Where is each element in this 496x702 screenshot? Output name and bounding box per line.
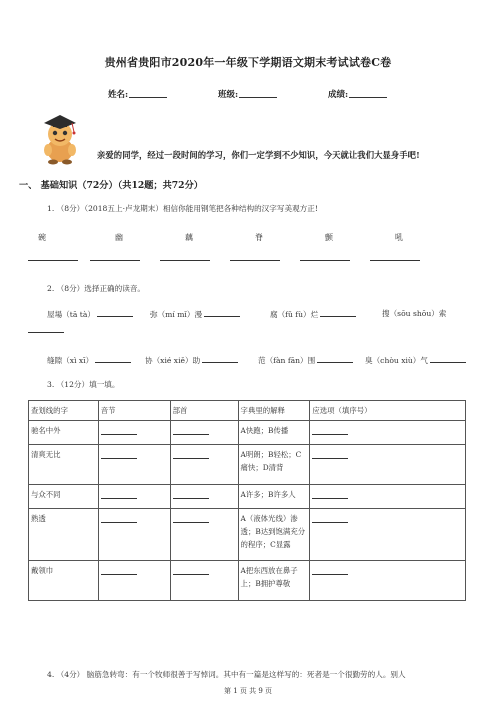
q2-item: 协（xié xiě）助 xyxy=(145,354,238,366)
page-title: 贵州省贵阳市2020年一年级下学期语文期末考试试卷C卷 xyxy=(104,56,392,69)
table-cell-radical[interactable] xyxy=(170,561,238,601)
score-field xyxy=(328,88,387,100)
q1-answer-line[interactable] xyxy=(370,260,420,261)
table-row xyxy=(29,561,466,601)
table-cell-explain: A（液体光线）渗透；B达到饱满充分的程序；C显露 xyxy=(238,509,310,561)
table-cell-word: 与众不同 xyxy=(29,485,99,509)
table-row xyxy=(29,445,466,485)
q2-blank[interactable] xyxy=(95,354,131,363)
table-row xyxy=(29,485,466,509)
table-row xyxy=(29,421,466,445)
table-cell-answer[interactable] xyxy=(310,509,466,561)
score-label: 成绩: xyxy=(328,90,349,100)
q2-blank[interactable] xyxy=(202,354,238,363)
q2-blank[interactable] xyxy=(28,332,64,333)
class-label: 班级: xyxy=(218,90,239,100)
q1-answer-line[interactable] xyxy=(90,260,140,261)
table-cell-word: 熟透 xyxy=(29,509,99,561)
q2-item: 缝隙（xì xī） xyxy=(47,354,131,366)
table-cell-explain: A快跑；B传播 xyxy=(238,421,310,445)
q1-answer-line[interactable] xyxy=(160,260,210,261)
q2-blank[interactable] xyxy=(430,354,466,363)
name-field xyxy=(108,88,167,100)
q2-item: 腐（fǔ fù）烂 xyxy=(270,308,356,320)
table-cell-explain: A许多；B许多人 xyxy=(238,485,310,509)
table-header: 字典里的解释 xyxy=(238,401,310,421)
table-header: 音节 xyxy=(98,401,170,421)
q2-item: 弥（mí mǐ）漫 xyxy=(150,308,240,320)
q1-char-4: 脊 xyxy=(255,233,263,242)
table-cell-pinyin[interactable] xyxy=(98,445,170,485)
table-cell-answer[interactable] xyxy=(310,561,466,601)
section-1-heading: 一、 基础知识（72分）（共12题；共72分） xyxy=(19,180,203,191)
table-cell-pinyin[interactable] xyxy=(98,561,170,601)
table-cell-answer[interactable] xyxy=(310,421,466,445)
q2-blank[interactable] xyxy=(204,308,240,317)
class-blank[interactable] xyxy=(239,89,277,98)
table-header: 应选项（填序号） xyxy=(310,401,466,421)
q1-char-3: 藕 xyxy=(185,233,193,242)
q1-char-1: 碗 xyxy=(38,233,46,242)
table-cell-explain: A明朗；B轻松；C痛快；D清背 xyxy=(238,445,310,485)
q1-char-6: 吼 xyxy=(395,233,403,242)
mascot-illustration xyxy=(32,110,88,166)
table-cell-pinyin[interactable] xyxy=(98,421,170,445)
q1-char-5: 颤 xyxy=(325,233,333,242)
question-1-text: 1. （8分）（2018五上·卢龙期末）相信你能用钢笔把各种结构的汉字写美观方正! xyxy=(47,204,318,213)
q1-char-2: 幽 xyxy=(115,233,123,242)
table-cell-answer[interactable] xyxy=(310,445,466,485)
q3-table xyxy=(28,400,466,601)
q1-answer-line[interactable] xyxy=(300,260,350,261)
score-blank[interactable] xyxy=(349,89,387,98)
q2-item: 搜（sōu shōu）索 xyxy=(382,309,447,318)
q2-blank[interactable] xyxy=(320,308,356,317)
class-field xyxy=(218,88,277,100)
intro-text: 亲爱的同学，经过一段时间的学习，你们一定学到不少知识，今天就让我们大显身手吧! xyxy=(97,150,420,160)
table-cell-pinyin[interactable] xyxy=(98,509,170,561)
table-cell-word: 驰名中外 xyxy=(29,421,99,445)
page-footer: 第 1 页 共 9 页 xyxy=(223,687,273,695)
table-row xyxy=(29,509,466,561)
table-cell-pinyin[interactable] xyxy=(98,485,170,509)
q2-blank[interactable] xyxy=(97,308,133,317)
table-cell-word: 清爽无比 xyxy=(29,445,99,485)
question-2-text: 2. （8分）选择正确的读音。 xyxy=(47,284,146,293)
q2-item: 臭（chòu xiù）气 xyxy=(365,354,466,366)
question-3-text: 3. （12分）填一填。 xyxy=(47,380,120,389)
table-cell-explain: A把东西放在鼻子上；B拥护尊敬 xyxy=(238,561,310,601)
table-cell-radical[interactable] xyxy=(170,509,238,561)
table-header-row xyxy=(29,401,466,421)
q2-item: 屋場（tā tà） xyxy=(47,308,133,320)
q2-blank[interactable] xyxy=(317,354,353,363)
name-label: 姓名: xyxy=(108,90,129,100)
table-cell-answer[interactable] xyxy=(310,485,466,509)
question-4-text: 4. （4分） 脑筋急转弯：有一个牧师很善于写悼词。其中有一篇是这样写的：死者是一个很勤劳的人。别人 xyxy=(47,670,406,679)
table-header: 查划线的字 xyxy=(29,401,99,421)
q1-answer-line[interactable] xyxy=(230,260,280,261)
q2-item: 范（fàn fān）围 xyxy=(258,354,353,366)
table-cell-radical[interactable] xyxy=(170,421,238,445)
table-cell-radical[interactable] xyxy=(170,485,238,509)
table-cell-radical[interactable] xyxy=(170,445,238,485)
table-header: 部首 xyxy=(170,401,238,421)
name-blank[interactable] xyxy=(129,89,167,98)
table-cell-word: 戴领巾 xyxy=(29,561,99,601)
q1-answer-line[interactable] xyxy=(28,260,78,261)
